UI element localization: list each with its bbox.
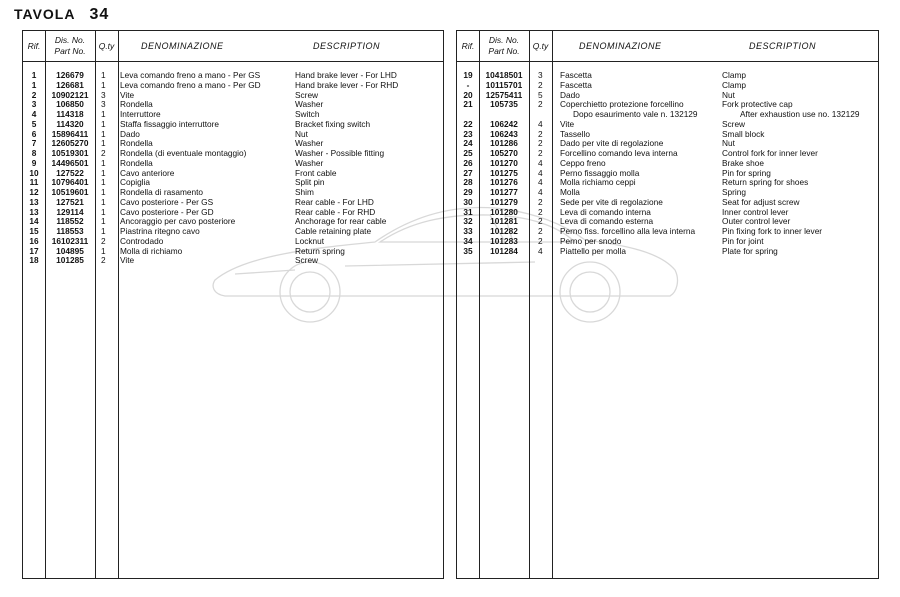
table-row [457,237,878,247]
denominazione-cell: Sede per vite di regolazione [560,196,663,207]
description-cell: Screw [722,118,746,129]
rif-cell: 9 [31,157,37,168]
header-rif: Rif. [461,40,475,51]
table-row [457,188,878,198]
denominazione-cell: Rondella (di eventuale montaggio) [120,148,247,158]
page-title [14,6,109,24]
denominazione-cell: Vite [560,118,575,129]
part-number-cell: 101280 [490,206,518,217]
denominazione-cell: Molla di richiamo [120,245,183,256]
description-cell: Nut [722,138,735,149]
part-number-cell: 101279 [490,196,518,207]
quantity-cell: 2 [538,138,543,149]
table-row [457,208,878,218]
part-number-cell: 16102311 [51,235,89,246]
table-row [457,110,878,120]
rif-cell: 13 [29,206,39,217]
quantity-cell: 1 [101,118,106,129]
part-number-cell: 126681 [56,79,84,90]
description-cell: Control fork for inner lever [722,148,818,158]
quantity-cell: 1 [101,187,106,197]
rif-cell: 11 [29,177,39,188]
denominazione-cell: Dado [560,89,580,100]
quantity-cell: 2 [538,79,543,90]
header-denominazione: DENOMINAZIONE [141,40,224,51]
description-cell: Cable retaining plate [295,226,372,236]
denominazione-cell: Leva di comando interna [560,206,651,217]
page-title-label: TAVOLA [14,6,76,22]
quantity-cell: 1 [101,206,106,217]
description-cell: Switch [295,109,320,119]
rif-cell: 16 [29,235,39,246]
table-row [457,227,878,237]
header-part-no [45,31,95,61]
rif-cell: 26 [463,157,473,168]
denominazione-cell: Vite [120,89,135,100]
quantity-cell: 3 [101,89,106,100]
rif-cell: 33 [463,226,473,236]
description-cell: Washer [295,138,324,149]
quantity-cell: 2 [538,226,543,236]
header-part-no-en: Part No. [54,46,86,56]
quantity-cell: 2 [538,148,543,158]
rif-cell: 1 [31,70,37,80]
part-number-cell: 15896411 [51,128,89,139]
part-number-cell: 105270 [490,148,518,158]
description-cell: Hand brake lever - For LHD [295,70,397,80]
quantity-cell: 2 [101,148,106,158]
quantity-cell: 2 [538,128,543,139]
denominazione-cell: Fascetta [560,79,592,90]
header-qty: Q.ty [532,40,549,51]
table-row [23,188,443,198]
part-number-cell: 129114 [56,206,84,217]
part-number-cell: 101285 [56,255,84,266]
description-cell: Locknut [295,235,325,246]
rif-cell: 24 [463,138,473,149]
rif-cell: 34 [463,235,473,246]
quantity-cell: 5 [538,89,543,100]
quantity-cell: 1 [101,196,106,207]
part-number-cell: 114318 [56,109,84,119]
parts-table-left [22,30,444,579]
denominazione-cell: Perno per snodo [560,235,622,246]
rif-cell: 2 [31,89,37,100]
rif-cell: 18 [29,255,39,266]
description-cell: Split pin [295,177,325,188]
denominazione-cell: Perno fissaggio molla [560,167,640,178]
table-row [23,159,443,169]
quantity-cell: 2 [538,216,543,227]
rif-cell: 3 [31,99,37,110]
part-number-cell: 105735 [490,99,518,110]
table-row [457,178,878,188]
rif-cell: 7 [31,138,37,149]
part-number-cell: 106850 [56,99,84,110]
quantity-cell: 4 [538,118,543,129]
denominazione-cell: Rondella [120,138,153,149]
rows-left [23,71,443,266]
header-part-no [479,31,529,61]
quantity-cell: 2 [101,255,106,266]
description-cell: Clamp [722,79,746,90]
description-cell: Washer [295,99,324,110]
rif-cell: 6 [31,128,37,139]
rif-cell: 15 [29,226,39,236]
quantity-cell: 3 [101,99,106,110]
quantity-cell: 1 [101,216,106,227]
description-cell: After exhaustion use no. 132129 [740,109,860,119]
table-row [457,120,878,130]
quantity-cell: 4 [538,245,543,256]
rif-cell: 35 [463,245,473,256]
description-cell: Fork protective cap [722,99,793,110]
rif-cell: 31 [463,206,473,217]
table-row [457,159,878,169]
part-number-cell: 14496501 [51,157,89,168]
description-cell: Washer [295,157,324,168]
description-cell: Pin fixing fork to inner lever [722,226,823,236]
quantity-cell: 2 [538,206,543,217]
rif-cell: 19 [463,70,473,80]
denominazione-cell: Ceppo freno [560,157,606,168]
table-row [23,100,443,110]
description-cell: Anchorage for rear cable [295,216,387,227]
denominazione-cell: Forcellino comando leva interna [560,148,678,158]
denominazione-cell: Vite [120,255,135,266]
rif-cell: 22 [463,118,473,129]
denominazione-cell: Ancoraggio per cavo posteriore [120,216,236,227]
description-cell: Hand brake lever - For RHD [295,79,399,90]
denominazione-cell: Piastrina ritegno cavo [120,226,200,236]
rows-right [457,71,878,256]
description-cell: Rear cable - For RHD [295,206,376,217]
part-number-cell: 127521 [56,196,84,207]
parts-table-right [456,30,879,579]
denominazione-cell: Cavo posteriore - Per GS [120,196,214,207]
description-cell: Small block [722,128,765,139]
denominazione-cell: Dopo esaurimento vale n. 132129 [573,109,698,119]
description-cell: Return spring [295,245,345,256]
description-cell: Nut [722,89,735,100]
table-row [457,149,878,159]
rif-cell: 23 [463,128,473,139]
quantity-cell: 2 [538,196,543,207]
part-number-cell: 118552 [56,216,84,227]
part-number-cell: 106243 [490,128,518,139]
part-number-cell: 10796401 [51,177,89,188]
part-number-cell: 10902121 [51,89,89,100]
description-cell: Screw [295,255,319,266]
part-number-cell: 10115701 [485,79,523,90]
part-number-cell: 101283 [490,235,518,246]
quantity-cell: 2 [538,235,543,246]
rif-cell: 17 [29,245,39,256]
description-cell: Screw [295,89,319,100]
table-row [23,110,443,120]
table-row [23,91,443,101]
rif-cell: 20 [463,89,473,100]
denominazione-cell: Rondella [120,99,153,110]
quantity-cell: 4 [538,167,543,178]
rif-cell: 14 [29,216,39,227]
rif-cell: 13 [29,196,39,207]
header-description: DESCRIPTION [749,40,817,51]
rif-cell: 27 [463,167,473,178]
denominazione-cell: Tassello [560,128,590,139]
description-cell: Bracket fixing switch [295,118,371,129]
rif-cell: 25 [463,148,473,158]
part-number-cell: 106242 [490,118,518,129]
quantity-cell: 1 [101,226,106,236]
denominazione-cell: Rondella [120,157,153,168]
denominazione-cell: Molla [560,187,580,197]
quantity-cell: 1 [101,70,106,80]
quantity-cell: 1 [101,109,106,119]
rif-cell: 10 [29,167,39,178]
rif-cell: 1 [31,79,37,90]
header-denominazione: DENOMINAZIONE [579,40,662,51]
quantity-cell: 2 [101,235,106,246]
description-cell: Plate for spring [722,245,778,256]
denominazione-cell: Dado [120,128,140,139]
quantity-cell: 4 [538,157,543,168]
rif-cell: 4 [31,109,37,119]
denominazione-cell: Staffa fissaggio interruttore [120,118,220,129]
part-number-cell: 10519601 [51,187,89,197]
denominazione-cell: Controdado [120,235,164,246]
part-number-cell: 114320 [56,118,84,129]
denominazione-cell: Leva di comando esterna [560,216,654,227]
rif-cell: 21 [463,99,473,110]
quantity-cell: 1 [101,138,106,149]
description-cell: Nut [295,128,308,139]
denominazione-cell: Rondella di rasamento [120,187,204,197]
quantity-cell: 1 [101,157,106,168]
denominazione-cell: Dado per vite di regolazione [560,138,664,149]
quantity-cell: 2 [538,99,543,110]
part-number-cell: 101277 [490,187,518,197]
description-cell: Spring [722,187,746,197]
table-row [457,130,878,140]
quantity-cell: 1 [101,177,106,188]
rif-cell: 5 [31,118,37,129]
table-row [457,247,878,257]
part-number-cell: 101286 [490,138,518,149]
quantity-cell: 1 [101,79,106,90]
part-number-cell: 101282 [490,226,518,236]
header-dis-no: Dis. No. [488,35,520,45]
part-number-cell: 101276 [490,177,518,188]
denominazione-cell: Leva comando freno a mano - Per GD [120,79,261,90]
rif-cell: 30 [463,196,473,207]
quantity-cell: 1 [101,167,106,178]
part-number-cell: 101281 [490,216,518,227]
description-cell: Clamp [722,70,746,80]
part-number-cell: 101275 [490,167,518,178]
description-cell: Pin for joint [722,235,764,246]
rif-cell: 28 [463,177,473,188]
quantity-cell: 3 [538,70,543,80]
table-row [23,198,443,208]
header-dis-no: Dis. No. [54,35,86,45]
rif-cell: - [466,79,470,90]
rif-cell: 32 [463,216,473,227]
description-cell: Inner control lever [722,206,789,217]
part-number-cell: 12575411 [485,89,523,100]
header-qty: Q.ty [98,40,115,51]
table-row [23,247,443,257]
part-number-cell: 118553 [56,226,84,236]
denominazione-cell: Cavo anteriore [120,167,175,178]
quantity-cell: 1 [101,128,106,139]
denominazione-cell: Perno fiss. forcellino alla leva interna [560,226,696,236]
table-row [23,217,443,227]
denominazione-cell: Coperchietto protezione forcellino [560,99,684,110]
description-cell: Outer control lever [722,216,791,227]
denominazione-cell: Piattello per molla [560,245,626,256]
part-number-cell: 101284 [490,245,518,256]
part-number-cell: 101270 [490,157,518,168]
description-cell: Shim [295,187,314,197]
table-row [23,237,443,247]
rif-cell: 12 [29,187,39,197]
table-row [457,169,878,179]
denominazione-cell: Fascetta [560,70,592,80]
denominazione-cell: Cavo posteriore - Per GD [120,206,214,217]
description-cell: Front cable [295,167,337,178]
part-number-cell: 12605270 [51,138,89,149]
header-part-no-en: Part No. [488,46,520,56]
rif-cell: 8 [31,148,37,158]
header-rif: Rif. [27,40,41,51]
description-cell: Rear cable - For LHD [295,196,374,207]
table-row [23,256,443,266]
part-number-cell: 10418501 [485,70,523,80]
part-number-cell: 10519301 [51,148,89,158]
denominazione-cell: Copiglia [120,177,150,188]
quantity-cell: 4 [538,187,543,197]
denominazione-cell: Molla richiamo ceppi [560,177,636,188]
description-cell: Washer - Possible fitting [295,148,385,158]
description-cell: Pin for spring [722,167,771,178]
part-number-cell: 126679 [56,70,84,80]
quantity-cell: 4 [538,177,543,188]
quantity-cell: 1 [101,245,106,256]
part-number-cell: 127522 [56,167,84,178]
page-number: 34 [89,6,110,23]
denominazione-cell: Leva comando freno a mano - Per GS [120,70,261,80]
part-number-cell: 104895 [56,245,84,256]
description-cell: Brake shoe [722,157,764,168]
description-cell: Seat for adjust screw [722,196,800,207]
rif-cell: 29 [463,187,473,197]
denominazione-cell: Interruttore [120,109,161,119]
description-cell: Return spring for shoes [722,177,809,188]
header-description: DESCRIPTION [313,40,381,51]
table-row [457,198,878,208]
